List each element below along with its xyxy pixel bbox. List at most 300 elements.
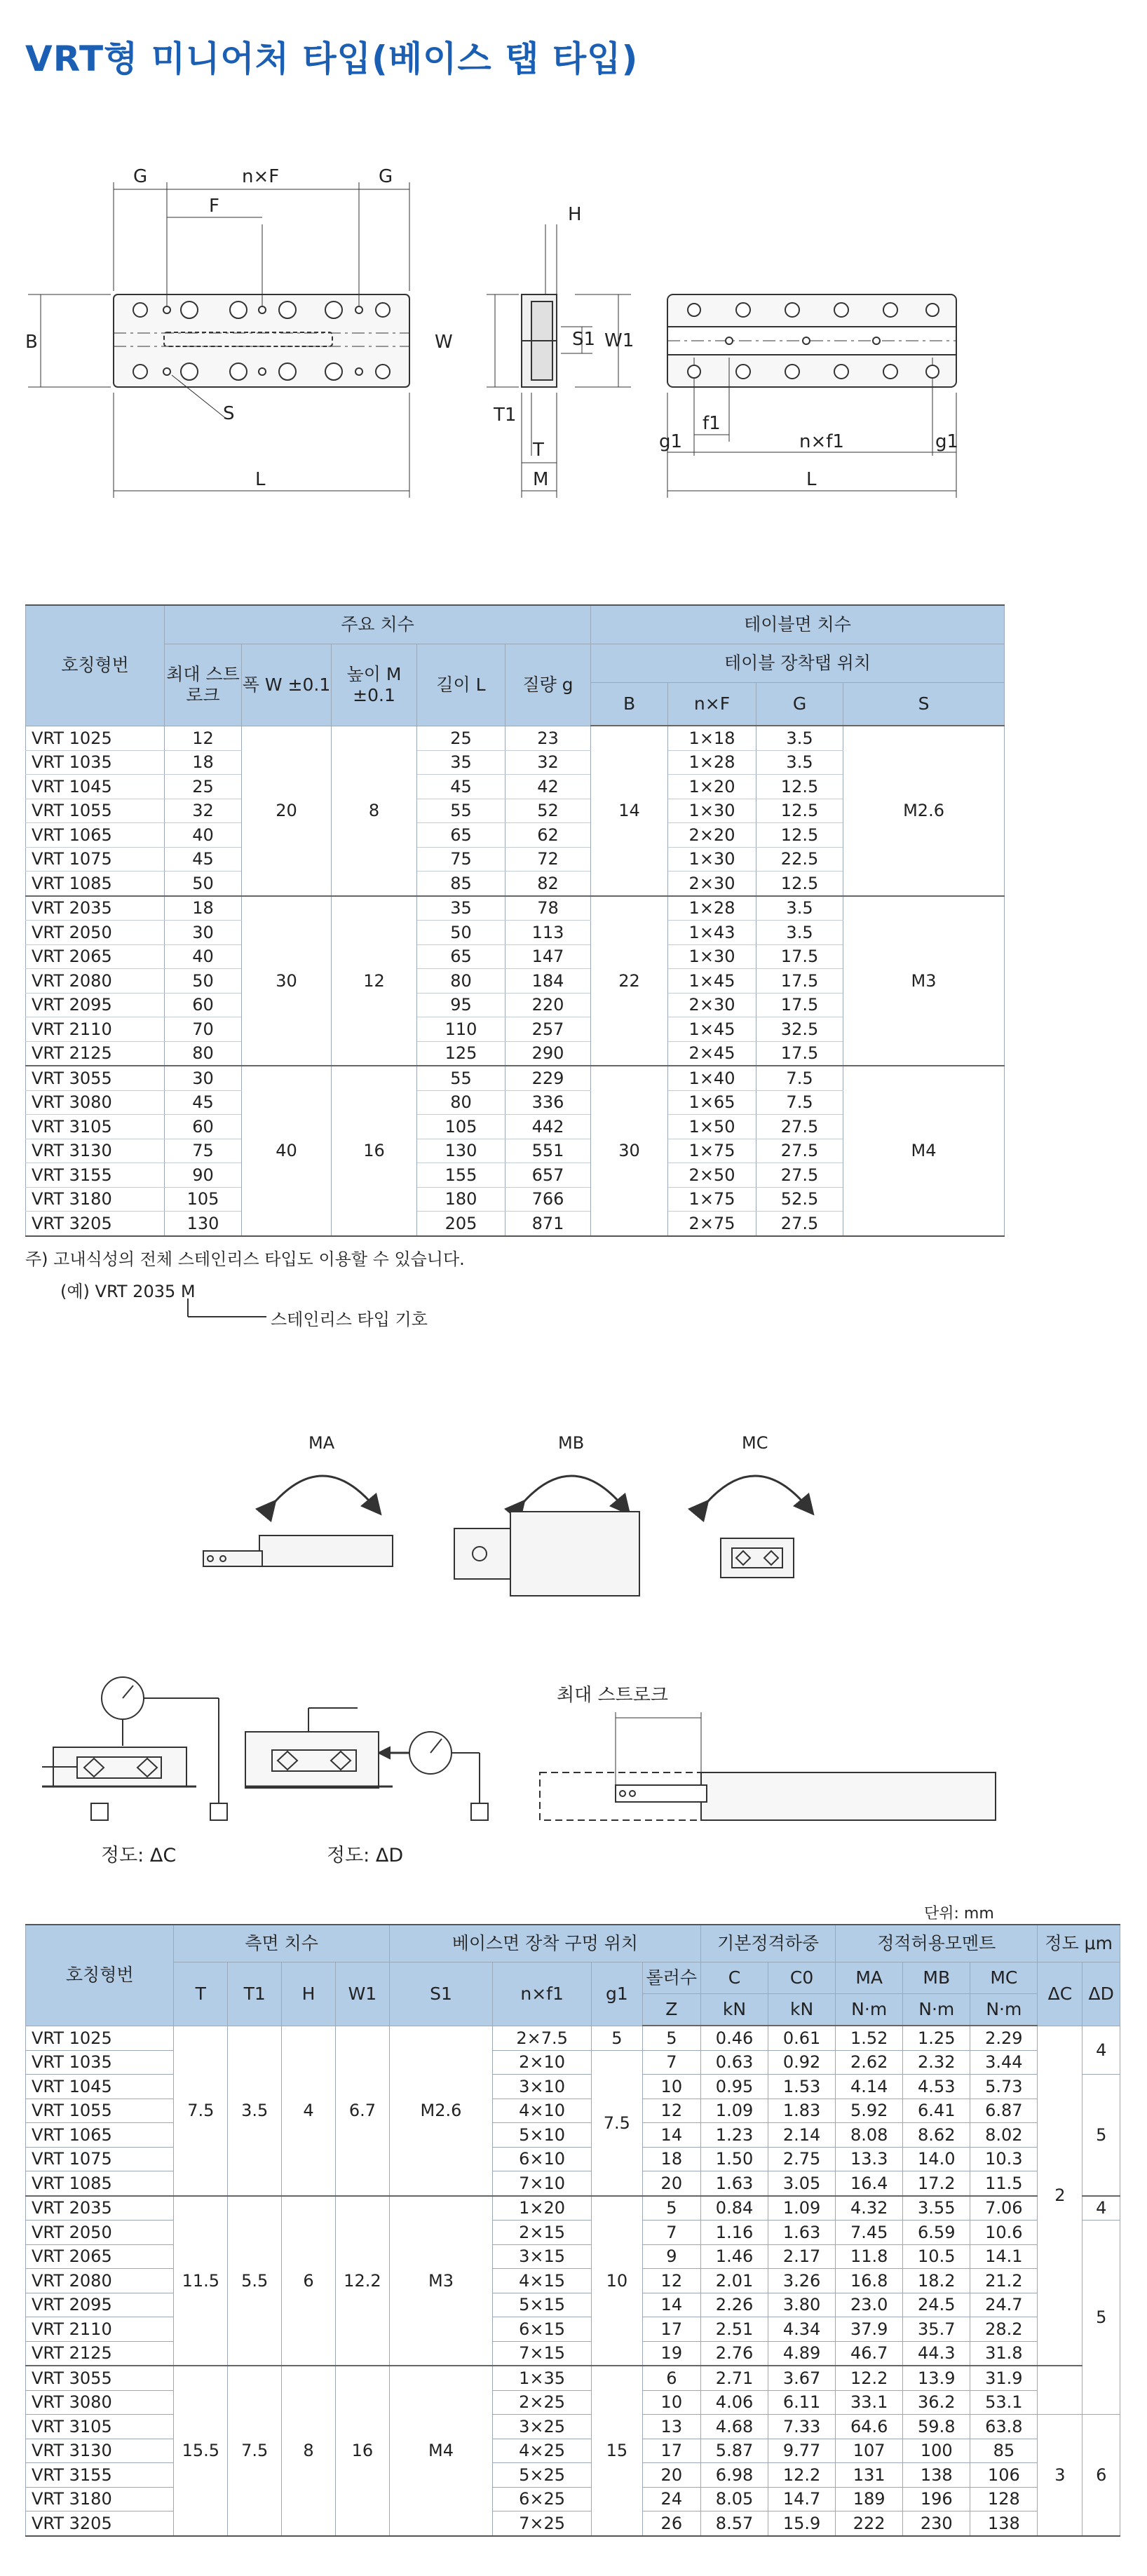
header-b: B (591, 683, 668, 726)
g-cell: 27.5 (756, 1139, 843, 1163)
header2-side: 측면 치수 (174, 1925, 389, 1962)
mass-cell: 551 (505, 1139, 591, 1163)
z-cell: 19 (642, 2341, 700, 2366)
t1-cell: 5.5 (228, 2196, 282, 2366)
header2-s1: S1 (389, 1962, 492, 2026)
dd-cell: 5 (1082, 2221, 1120, 2415)
ma-cell: 16.8 (836, 2269, 903, 2293)
c0-cell: 1.63 (768, 2221, 836, 2245)
ma-cell: 7.45 (836, 2221, 903, 2245)
label-f: F (209, 196, 219, 217)
model-cell: VRT 2050 (26, 2221, 174, 2245)
page-title: VRT형 미니어처 타입(베이스 탭 타입) (25, 39, 639, 79)
g-cell: 27.5 (756, 1163, 843, 1188)
label-t1: T1 (494, 405, 517, 426)
h-cell: 8 (282, 2366, 336, 2536)
symbol-leader (0, 1296, 1147, 1324)
model-cell: VRT 1025 (26, 726, 165, 750)
z-cell: 13 (642, 2415, 700, 2439)
nf-cell: 2×45 (668, 1041, 756, 1066)
z-cell: 18 (642, 2147, 700, 2171)
c-cell: 6.98 (700, 2463, 768, 2488)
s1-cell: M3 (389, 2196, 492, 2366)
accuracy-d-label: 정도: ΔD (327, 1845, 404, 1866)
header2-load: 기본정격하중 (700, 1925, 835, 1962)
s1-cell: M2.6 (389, 2026, 492, 2196)
dimension-drawings (0, 161, 1147, 526)
model-cell: VRT 1025 (26, 2026, 174, 2050)
z-cell: 5 (642, 2196, 700, 2221)
model-cell: VRT 3180 (26, 2487, 174, 2511)
length-cell: 180 (417, 1187, 505, 1212)
mass-cell: 62 (505, 823, 591, 848)
nf-cell: 1×43 (668, 921, 756, 945)
mb-cell: 6.41 (903, 2099, 970, 2123)
g-cell: 32.5 (756, 1017, 843, 1042)
mb-cell: 138 (903, 2463, 970, 2488)
mass-cell: 72 (505, 847, 591, 872)
model-cell: VRT 2095 (26, 2293, 174, 2317)
mass-cell: 766 (505, 1187, 591, 1212)
z-cell: 12 (642, 2269, 700, 2293)
nf-cell: 1×45 (668, 969, 756, 994)
model-cell: VRT 2110 (26, 2317, 174, 2342)
nf-cell: 2×30 (668, 872, 756, 896)
c-cell: 1.46 (700, 2244, 768, 2269)
nf1-cell: 2×25 (493, 2390, 592, 2415)
g-cell: 12.5 (756, 823, 843, 848)
nf1-cell: 3×15 (493, 2244, 592, 2269)
model-cell: VRT 1055 (26, 799, 165, 823)
mc-cell: 10.3 (970, 2147, 1038, 2171)
model-cell: VRT 3155 (26, 1163, 165, 1188)
model-cell: VRT 1035 (26, 750, 165, 775)
mc-cell: 14.1 (970, 2244, 1038, 2269)
label-w1: W1 (604, 330, 634, 351)
ma-cell: 64.6 (836, 2415, 903, 2439)
h-cell: 6 (282, 2196, 336, 2366)
model-cell: VRT 3205 (26, 1212, 165, 1236)
z-cell: 17 (642, 2439, 700, 2463)
model-cell: VRT 2125 (26, 2341, 174, 2366)
nf1-cell: 6×15 (493, 2317, 592, 2342)
header-g: G (756, 683, 843, 726)
stroke-cell: 30 (165, 921, 242, 945)
table-row (26, 1066, 1005, 1090)
z-cell: 17 (642, 2317, 700, 2342)
stroke-cell: 40 (165, 944, 242, 969)
mass-cell: 220 (505, 993, 591, 1017)
header2-dc: ΔC (1038, 1962, 1082, 2026)
header2-dd: ΔD (1082, 1962, 1120, 2026)
table-row (26, 896, 1005, 921)
c0-cell: 15.9 (768, 2511, 836, 2536)
ma-cell: 12.2 (836, 2366, 903, 2390)
length-cell: 65 (417, 944, 505, 969)
nf1-cell: 5×10 (493, 2123, 592, 2148)
header-width: 폭 W ±0.1 (242, 644, 332, 726)
label-nxf: n×F (242, 166, 280, 187)
c-cell: 4.68 (700, 2415, 768, 2439)
width-cell: 20 (242, 726, 332, 896)
mb-cell: 4.53 (903, 2075, 970, 2099)
c-cell: 2.76 (700, 2341, 768, 2366)
z-cell: 20 (642, 2171, 700, 2196)
mass-cell: 52 (505, 799, 591, 823)
header2-kn-c: kN (700, 1994, 768, 2026)
mass-cell: 147 (505, 944, 591, 969)
width-cell: 40 (242, 1066, 332, 1236)
nf-cell: 1×65 (668, 1090, 756, 1115)
header2-nm-mc: N·m (970, 1994, 1038, 2026)
g-cell: 12.5 (756, 799, 843, 823)
header2-nm-mb: N·m (903, 1994, 970, 2026)
mb-cell: 59.8 (903, 2415, 970, 2439)
c-cell: 2.51 (700, 2317, 768, 2342)
mc-cell: 28.2 (970, 2317, 1038, 2342)
nf-cell: 1×18 (668, 726, 756, 750)
mb-cell: 17.2 (903, 2171, 970, 2196)
header2-h: H (282, 1962, 336, 2026)
c0-cell: 3.26 (768, 2269, 836, 2293)
model-cell: VRT 1045 (26, 775, 165, 799)
model-cell: VRT 3180 (26, 1187, 165, 1212)
nf1-cell: 3×25 (493, 2415, 592, 2439)
label-f1: f1 (703, 413, 721, 434)
nf1-cell: 1×20 (493, 2196, 592, 2221)
g-cell: 22.5 (756, 847, 843, 872)
stroke-cell: 18 (165, 750, 242, 775)
model-cell: VRT 2065 (26, 944, 165, 969)
model-cell: VRT 3130 (26, 2439, 174, 2463)
label-l-bottom: L (806, 469, 817, 490)
z-cell: 14 (642, 2123, 700, 2148)
mc-cell: 31.8 (970, 2341, 1038, 2366)
ma-cell: 16.4 (836, 2171, 903, 2196)
w1-cell: 16 (335, 2366, 389, 2536)
c-cell: 2.71 (700, 2366, 768, 2390)
length-cell: 65 (417, 823, 505, 848)
c-cell: 5.87 (700, 2439, 768, 2463)
model-cell: VRT 1085 (26, 872, 165, 896)
length-cell: 55 (417, 799, 505, 823)
nf-cell: 1×30 (668, 847, 756, 872)
c-cell: 1.50 (700, 2147, 768, 2171)
table-row (26, 2026, 1120, 2050)
label-l-top: L (255, 469, 266, 490)
dd-cell: 5 (1082, 2075, 1120, 2196)
model-cell: VRT 1075 (26, 847, 165, 872)
mb-cell: 8.62 (903, 2123, 970, 2148)
z-cell: 7 (642, 2221, 700, 2245)
label-b: B (25, 332, 38, 353)
header-stroke: 최대 스트로크 (165, 644, 242, 726)
stroke-cell: 60 (165, 993, 242, 1017)
nf-cell: 2×75 (668, 1212, 756, 1236)
mb-cell: 196 (903, 2487, 970, 2511)
mb-cell: 2.32 (903, 2050, 970, 2075)
label-s1: S1 (572, 329, 596, 350)
nf1-cell: 2×7.5 (493, 2026, 592, 2050)
z-cell: 14 (642, 2293, 700, 2317)
label-nxf1: n×f1 (799, 431, 844, 452)
header-mass: 질량 g (505, 644, 591, 726)
mass-cell: 113 (505, 921, 591, 945)
nf1-cell: 7×10 (493, 2171, 592, 2196)
stroke-cell: 75 (165, 1139, 242, 1163)
g-cell: 7.5 (756, 1090, 843, 1115)
header-length: 길이 L (417, 644, 505, 726)
g-cell: 3.5 (756, 750, 843, 775)
g1-cell: 5 (592, 2026, 643, 2050)
label-g-left: G (133, 166, 148, 187)
label-s: S (223, 403, 235, 424)
mass-cell: 442 (505, 1115, 591, 1139)
c0-cell: 3.67 (768, 2366, 836, 2390)
mass-cell: 290 (505, 1041, 591, 1066)
mb-cell: 1.25 (903, 2026, 970, 2050)
t-cell: 11.5 (174, 2196, 228, 2366)
z-cell: 10 (642, 2390, 700, 2415)
stroke-cell: 40 (165, 823, 242, 848)
model-cell: VRT 1065 (26, 2123, 174, 2148)
b-cell: 30 (591, 1066, 668, 1236)
g1-cell: 15 (592, 2366, 643, 2536)
mass-cell: 23 (505, 726, 591, 750)
c-cell: 8.57 (700, 2511, 768, 2536)
mc-cell: 128 (970, 2487, 1038, 2511)
ma-cell: 189 (836, 2487, 903, 2511)
g1-cell: 10 (592, 2196, 643, 2366)
mb-cell: 6.59 (903, 2221, 970, 2245)
mb-cell: 10.5 (903, 2244, 970, 2269)
header-table-face: 테이블면 치수 (591, 605, 1005, 644)
mc-cell: 63.8 (970, 2415, 1038, 2439)
mass-cell: 42 (505, 775, 591, 799)
ma-cell: 37.9 (836, 2317, 903, 2342)
c0-cell: 3.80 (768, 2293, 836, 2317)
c-cell: 1.09 (700, 2099, 768, 2123)
dimension-table (25, 604, 1005, 1237)
c-cell: 0.63 (700, 2050, 768, 2075)
dd-cell: 4 (1082, 2196, 1120, 2221)
nf-cell: 1×20 (668, 775, 756, 799)
model-cell: VRT 3105 (26, 1115, 165, 1139)
t-cell: 15.5 (174, 2366, 228, 2536)
mc-cell: 85 (970, 2439, 1038, 2463)
width-cell: 30 (242, 896, 332, 1066)
mc-cell: 11.5 (970, 2171, 1038, 2196)
nf-cell: 1×45 (668, 1017, 756, 1042)
ma-cell: 4.32 (836, 2196, 903, 2221)
model-cell: VRT 3055 (26, 1066, 165, 1090)
c0-cell: 1.09 (768, 2196, 836, 2221)
z-cell: 5 (642, 2026, 700, 2050)
ma-cell: 4.14 (836, 2075, 903, 2099)
stroke-cell: 50 (165, 969, 242, 994)
length-cell: 105 (417, 1115, 505, 1139)
ma-cell: 2.62 (836, 2050, 903, 2075)
model-cell: VRT 3205 (26, 2511, 174, 2536)
header-s: S (843, 683, 1005, 726)
header2-acc: 정도 μm (1038, 1925, 1120, 1962)
header2-g1: g1 (592, 1962, 643, 2026)
h-cell: 4 (282, 2026, 336, 2196)
moment-ma-label: MA (308, 1433, 335, 1453)
z-cell: 26 (642, 2511, 700, 2536)
length-cell: 35 (417, 896, 505, 921)
header2-mc: MC (970, 1962, 1038, 1994)
header2-kn-c0: kN (768, 1994, 836, 2026)
mc-cell: 138 (970, 2511, 1038, 2536)
nf-cell: 1×30 (668, 799, 756, 823)
c0-cell: 4.89 (768, 2341, 836, 2366)
b-cell: 14 (591, 726, 668, 896)
c0-cell: 0.92 (768, 2050, 836, 2075)
dd-cell: 4 (1082, 2026, 1120, 2075)
label-g-right: G (379, 166, 393, 187)
nf1-cell: 5×25 (493, 2463, 592, 2488)
nf-cell: 1×75 (668, 1187, 756, 1212)
c0-cell: 0.61 (768, 2026, 836, 2050)
mass-cell: 336 (505, 1090, 591, 1115)
w1-cell: 12.2 (335, 2196, 389, 2366)
g-cell: 3.5 (756, 921, 843, 945)
example-model: (예) VRT 2035 M (60, 1282, 196, 1301)
g-cell: 12.5 (756, 775, 843, 799)
header2-t: T (174, 1962, 228, 2026)
nf-cell: 1×40 (668, 1066, 756, 1090)
header2-ma: MA (836, 1962, 903, 1994)
label-g1-left: g1 (659, 431, 683, 452)
mb-cell: 24.5 (903, 2293, 970, 2317)
stroke-cell: 60 (165, 1115, 242, 1139)
header2-w1: W1 (335, 1962, 389, 2026)
g-cell: 52.5 (756, 1187, 843, 1212)
nf1-cell: 4×25 (493, 2439, 592, 2463)
c-cell: 0.46 (700, 2026, 768, 2050)
header2-nf1: n×f1 (493, 1962, 592, 2026)
s-cell: M4 (843, 1066, 1005, 1236)
header2-nm-ma: N·m (836, 1994, 903, 2026)
ma-cell: 23.0 (836, 2293, 903, 2317)
label-g1-right: g1 (935, 431, 959, 452)
header2-rollers: 롤러수 (642, 1962, 700, 1994)
length-cell: 25 (417, 726, 505, 750)
stainless-symbol-label: 스테인리스 타입 기호 (271, 1310, 428, 1329)
length-cell: 55 (417, 1066, 505, 1090)
nf1-cell: 4×10 (493, 2099, 592, 2123)
nf1-cell: 6×10 (493, 2147, 592, 2171)
nf1-cell: 7×15 (493, 2341, 592, 2366)
z-cell: 20 (642, 2463, 700, 2488)
length-cell: 130 (417, 1139, 505, 1163)
header-model: 호칭형번 (26, 605, 165, 726)
mass-cell: 871 (505, 1212, 591, 1236)
t1-cell: 3.5 (228, 2026, 282, 2196)
dd-cell: 6 (1082, 2415, 1120, 2536)
label-t: T (533, 440, 544, 461)
height-cell: 16 (332, 1066, 417, 1236)
dc-cell: 3 (1038, 2415, 1082, 2536)
s1-cell: M4 (389, 2366, 492, 2536)
nf1-cell: 2×15 (493, 2221, 592, 2245)
c0-cell: 1.83 (768, 2099, 836, 2123)
stroke-cell: 80 (165, 1041, 242, 1066)
z-cell: 6 (642, 2366, 700, 2390)
height-cell: 8 (332, 726, 417, 896)
c0-cell: 9.77 (768, 2439, 836, 2463)
c-cell: 1.16 (700, 2221, 768, 2245)
z-cell: 9 (642, 2244, 700, 2269)
g-cell: 17.5 (756, 944, 843, 969)
mb-cell: 230 (903, 2511, 970, 2536)
stroke-cell: 32 (165, 799, 242, 823)
stroke-cell: 25 (165, 775, 242, 799)
mc-cell: 24.7 (970, 2293, 1038, 2317)
nf1-cell: 6×25 (493, 2487, 592, 2511)
c-cell: 4.06 (700, 2390, 768, 2415)
model-cell: VRT 2080 (26, 2269, 174, 2293)
model-cell: VRT 3130 (26, 1139, 165, 1163)
nf1-cell: 5×15 (493, 2293, 592, 2317)
model-cell: VRT 1075 (26, 2147, 174, 2171)
model-cell: VRT 3080 (26, 1090, 165, 1115)
length-cell: 35 (417, 750, 505, 775)
g-cell: 3.5 (756, 896, 843, 921)
stroke-cell: 70 (165, 1017, 242, 1042)
s-cell: M3 (843, 896, 1005, 1066)
mb-cell: 100 (903, 2439, 970, 2463)
header2-model: 호칭형번 (26, 1925, 174, 2026)
nf-cell: 1×28 (668, 896, 756, 921)
t1-cell: 7.5 (228, 2366, 282, 2536)
length-cell: 85 (417, 872, 505, 896)
g-cell: 17.5 (756, 969, 843, 994)
s-cell: M2.6 (843, 726, 1005, 896)
stroke-cell: 90 (165, 1163, 242, 1188)
nf1-cell: 4×15 (493, 2269, 592, 2293)
c0-cell: 1.53 (768, 2075, 836, 2099)
ma-cell: 13.3 (836, 2147, 903, 2171)
length-cell: 75 (417, 847, 505, 872)
ma-cell: 11.8 (836, 2244, 903, 2269)
b-cell: 22 (591, 896, 668, 1066)
model-cell: VRT 1035 (26, 2050, 174, 2075)
header2-t1: T1 (228, 1962, 282, 2026)
ma-cell: 131 (836, 2463, 903, 2488)
c-cell: 0.95 (700, 2075, 768, 2099)
model-cell: VRT 3155 (26, 2463, 174, 2488)
table-row (26, 726, 1005, 750)
label-h: H (568, 204, 582, 225)
z-cell: 24 (642, 2487, 700, 2511)
length-cell: 95 (417, 993, 505, 1017)
mass-cell: 229 (505, 1066, 591, 1090)
accuracy-c-label: 정도: ΔC (101, 1845, 177, 1866)
mb-cell: 3.55 (903, 2196, 970, 2221)
label-w: W (435, 332, 453, 353)
model-cell: VRT 2095 (26, 993, 165, 1017)
c-cell: 8.05 (700, 2487, 768, 2511)
nf-cell: 2×50 (668, 1163, 756, 1188)
c0-cell: 2.14 (768, 2123, 836, 2148)
ma-cell: 46.7 (836, 2341, 903, 2366)
g1-cell: 7.5 (592, 2050, 643, 2196)
c-cell: 2.01 (700, 2269, 768, 2293)
length-cell: 125 (417, 1041, 505, 1066)
c-cell: 1.63 (700, 2171, 768, 2196)
